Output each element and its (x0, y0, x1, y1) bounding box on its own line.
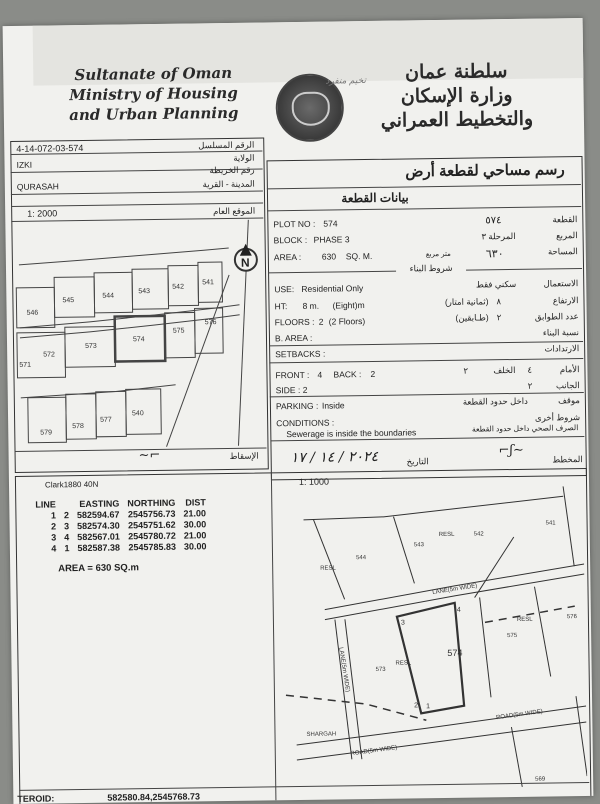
road-label: ROAD(5m WIDE) (350, 744, 398, 758)
table-cell: 1 (50, 510, 57, 521)
back-arabic-label: الخلف (493, 364, 516, 376)
column-header (60, 499, 73, 510)
area-name-label: SHARGAH (306, 731, 337, 738)
detail-plot-label: 569 (535, 776, 546, 783)
area-arabic-label: المساحة (547, 246, 578, 257)
parking-label: PARKING : (275, 400, 319, 412)
table-cell: 30.00 (183, 519, 207, 530)
front-arabic-label: الأمام (559, 364, 580, 375)
residential-label: RESL (438, 531, 455, 539)
block-label: BLOCK : (273, 234, 308, 246)
table-cell: 4 (51, 543, 57, 554)
floors-words: (2 Floors) (328, 316, 366, 327)
front-value: 4 (317, 369, 323, 380)
side-arabic: ٢ (527, 380, 533, 391)
vertex-label: 3 (400, 619, 405, 627)
detail-plot-label: 542 (473, 531, 484, 538)
serial-number: 4-14-072-03-574 (16, 142, 84, 154)
table-cell: 4 (64, 532, 70, 543)
use-arabic: سكني فقط (475, 278, 517, 290)
parking-arabic-label: موقف (557, 395, 580, 406)
floors-arabic-label: عدد الطوابق (534, 311, 579, 322)
table-cell: 2545751.62 (128, 519, 176, 531)
height-arabic-words: (ثمانية امتار) (444, 296, 489, 307)
side-value: 2 (302, 384, 308, 395)
block-arabic: المرحلة ٣ (481, 230, 516, 242)
plot-number-arabic-label: القطعة (552, 214, 578, 225)
ministry-name-english (63, 63, 244, 126)
table-cell: 2 (51, 521, 57, 532)
table-cell: 2 (63, 510, 70, 521)
plot-data-title: بيانات القطعة (341, 190, 409, 206)
map-plot-label: 541 (202, 279, 214, 287)
wilayat-label: الولاية (233, 152, 255, 163)
vertex-label: 4 (456, 606, 461, 614)
back-value: 2 (370, 368, 376, 379)
residential-label: RESL (320, 565, 336, 572)
setbacks-arabic-label: الارتدادات (544, 343, 580, 354)
parking-arabic: داخل حدود القطعة (462, 395, 528, 407)
plot-number-label: PLOT NO : (273, 218, 316, 230)
height-arabic: ٨ (496, 296, 502, 307)
map-plot-label: 577 (100, 416, 112, 424)
header-line: والتخطيط العمراني (380, 107, 534, 132)
area-arabic: ٦٣٠ (485, 248, 504, 261)
map-plot-label: 572 (43, 351, 55, 359)
handwritten-note: تخيم منفرد (325, 75, 367, 86)
centroid-value: 582580.84,2545768.73 (107, 791, 201, 803)
header-line: Sultanate of Oman (74, 63, 233, 85)
table-cell: 3 (64, 521, 70, 532)
conditions-arabic: الصرف الصحي داخل حدود القطعة (471, 423, 579, 434)
north-arrow-icon (235, 244, 257, 271)
setbacks-label: SETBACKS : (275, 348, 326, 360)
conditions-arabic-label: شروط أخرى (534, 412, 581, 423)
map-plot-label: 544 (102, 292, 115, 300)
area-label: AREA : (273, 251, 302, 263)
residential-label: RESL (516, 616, 533, 623)
date-label: التاريخ (406, 456, 429, 467)
map-plot-label: 576 (204, 319, 217, 327)
plot-number-arabic: ٥٧٤ (485, 215, 502, 227)
building-area-label: B. AREA : (274, 332, 313, 344)
lane-label: LANE(5m WIDE) (337, 646, 351, 693)
centroid-label: TEROID: (17, 793, 55, 804)
header-line: سلطنة عمان (404, 60, 508, 84)
table-cell: 30.00 (183, 541, 207, 552)
detail-plot-label: 576 (566, 614, 577, 621)
signature-right: ⌐ʃ~ (498, 442, 525, 459)
table-cell: 21.00 (183, 530, 207, 541)
vertex-label: 1 (426, 703, 431, 711)
datum-label: Clark1880 40N (44, 479, 99, 490)
map-plot-label: 542 (172, 283, 184, 291)
detail-plot-label: 573 (375, 666, 386, 673)
floors-arabic: ٢ (496, 312, 502, 323)
location-map (13, 219, 264, 448)
map-plot-label: 579 (40, 429, 53, 437)
map-plot-label: 578 (72, 422, 84, 431)
column-header: EASTING (79, 498, 120, 510)
wilayat-value: IZKI (16, 159, 33, 170)
side-label: SIDE : (275, 384, 301, 396)
residential-label: RESL (395, 660, 412, 667)
back-arabic: ٢ (463, 365, 469, 376)
map-plot-label: 571 (19, 361, 32, 369)
column-header: DIST (185, 497, 206, 508)
area-unit-arabic: متر مربع (425, 250, 451, 259)
area-value: 630 (321, 251, 337, 262)
front-arabic: ٤ (527, 364, 533, 375)
column-header: LINE (35, 499, 56, 510)
scale-value: 1: 2000 (27, 208, 58, 219)
detail-plot-label: 575 (507, 632, 518, 640)
table-cell: 582567.01 (77, 531, 120, 543)
header-line: and Urban Planning (69, 103, 239, 125)
village-label: المدينة - القرية (202, 178, 255, 190)
table-cell: 21.00 (183, 508, 207, 519)
map-number-label: رقم الخريطة (209, 164, 255, 176)
header-line: وزارة الإسكان (400, 83, 513, 108)
column-header: NORTHING (127, 497, 176, 509)
building-area-arabic-label: نسبة البناء (542, 327, 579, 338)
detail-scale: 1: 1000 (298, 476, 330, 487)
height-words: (Eight)m (332, 300, 365, 311)
header-line: Ministry of Housing (69, 83, 238, 105)
handwritten-date: ٢٠٢٤ / ١٤ / ١٧ (290, 448, 379, 467)
table-cell: 2545780.72 (128, 530, 176, 542)
planner-label: المخطط (552, 454, 583, 465)
height-label: HT: (274, 301, 288, 312)
use-arabic-label: الاستعمال (543, 278, 579, 289)
front-label: FRONT : (275, 369, 310, 381)
height-arabic-label: الارتفاع (552, 295, 579, 306)
plot-number: 574 (323, 218, 338, 229)
map-plot-label: 574 (132, 336, 145, 344)
building-conditions-title: شروط البناء (396, 263, 466, 275)
area-unit: SQ. M. (345, 250, 373, 262)
serial-label: الرقم المسلسل (198, 139, 255, 151)
table-cell: 1 (64, 543, 70, 554)
parking-value: Inside (321, 400, 345, 411)
lane-label: LANE(5m WIDE) (431, 583, 478, 597)
vertex-label: 2 (414, 702, 419, 710)
use-label: USE: (274, 284, 295, 295)
coordinates-table (31, 497, 210, 554)
table-cell: 582574.30 (77, 520, 120, 532)
table-cell: 3 (51, 532, 57, 543)
detail-plot-label: 574 (447, 647, 463, 658)
map-plot-label: 575 (172, 327, 185, 335)
table-cell: 2545756.73 (127, 508, 176, 520)
table-cell: 582594.67 (76, 509, 120, 521)
side-arabic-label: الجانب (555, 380, 580, 391)
map-plot-label: 545 (62, 297, 75, 305)
block-value: PHASE 3 (313, 234, 350, 245)
north-label: N (240, 255, 250, 270)
map-plot-label: 540 (131, 410, 144, 418)
table-cell: 2545785.83 (128, 541, 177, 553)
document-title: رسم مساحي لقطعة أرض (405, 161, 565, 181)
road-label: ROAD(5m WIDE) (495, 708, 544, 722)
projection-label: الإسقاط (229, 450, 259, 461)
table-cell: 582587.38 (77, 542, 121, 554)
location-label: الموقع العام (213, 205, 256, 217)
floors-arabic-words: (طـابقين) (455, 312, 489, 323)
map-plot-label: 573 (85, 342, 97, 350)
detail-plot-label: 543 (413, 542, 424, 549)
block-arabic-label: المربع (556, 230, 578, 241)
map-plot-label: 543 (138, 288, 151, 296)
village-value: QURASAH (16, 181, 59, 192)
detail-plot-label: 541 (545, 520, 556, 527)
floors-label: FLOORS : (274, 316, 315, 328)
survey-document (3, 18, 594, 804)
back-label: BACK : (333, 369, 362, 380)
use-value: Residential Only (301, 283, 364, 294)
detail-map (273, 486, 587, 790)
floors-value: 2 (318, 316, 324, 327)
map-plot-label: 546 (26, 309, 39, 317)
total-area: AREA = 630 SQ.m (58, 562, 139, 575)
detail-plot-label: 544 (356, 555, 367, 562)
ministry-name-arabic (371, 59, 542, 133)
signature-left: ~⌐ (138, 447, 161, 464)
conditions-value: Sewerage is inside the boundaries (286, 427, 417, 440)
height-value: 8 m. (302, 300, 320, 311)
conditions-label: CONDITIONS : (276, 417, 335, 429)
